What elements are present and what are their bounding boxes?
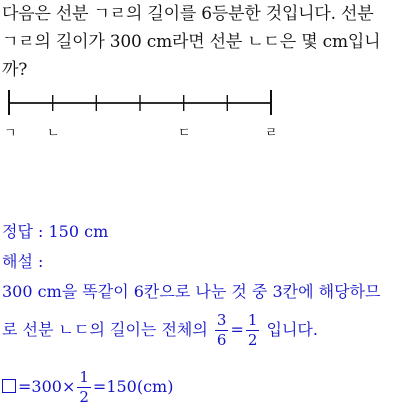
- question-line-3: 까?: [2, 60, 28, 80]
- answer-line: [2, 219, 108, 242]
- explanation-line-1: 300 cm을 똑같이 6칸으로 나눈 것 중 3칸에 해당하므: [2, 282, 381, 301]
- fraction-calc-one-half: [77, 370, 91, 405]
- calc-prefix: =300×: [18, 377, 76, 396]
- point-label-nieun: ㄴ: [47, 126, 60, 141]
- fraction-numerator: 1: [247, 311, 258, 329]
- fraction-one-half: [246, 313, 260, 348]
- explanation-line-2-prefix: 로 선분 ㄴㄷ의 길이는 전체의: [2, 320, 208, 339]
- fraction-three-sixths: [215, 313, 229, 348]
- answer-label: 정답 :: [2, 222, 49, 241]
- equals-sign: =: [230, 320, 244, 339]
- fraction-numerator: 3: [216, 311, 227, 329]
- point-label-giyeok: ㄱ: [4, 126, 17, 141]
- fraction-denominator: 6: [216, 331, 227, 349]
- point-label-digeut: ㄷ: [178, 126, 191, 141]
- line-segment-diagram: [0, 88, 400, 140]
- point-label-rieul: ㄹ: [265, 126, 278, 141]
- explanation-label: 해설 :: [2, 252, 44, 271]
- explanation-line-2-suffix: 입니다.: [266, 320, 318, 339]
- fraction-numerator: 1: [79, 368, 89, 386]
- blank-box-icon: [2, 379, 16, 393]
- question-line-1: 다음은 선분 ㄱㄹ의 길이를 6등분한 것입니다. 선분: [2, 4, 374, 24]
- question-line-2: ㄱㄹ의 길이가 300 cm라면 선분 ㄴㄷ은 몇 cm입니: [2, 32, 381, 52]
- answer-value: 150 cm: [48, 222, 109, 241]
- calculation-line: [2, 370, 173, 405]
- explanation-line-2: [2, 313, 318, 348]
- question-text: [2, 0, 398, 84]
- fraction-denominator: 2: [247, 331, 258, 349]
- fraction-denominator: 2: [79, 388, 89, 406]
- calc-suffix: =150(cm): [92, 377, 174, 396]
